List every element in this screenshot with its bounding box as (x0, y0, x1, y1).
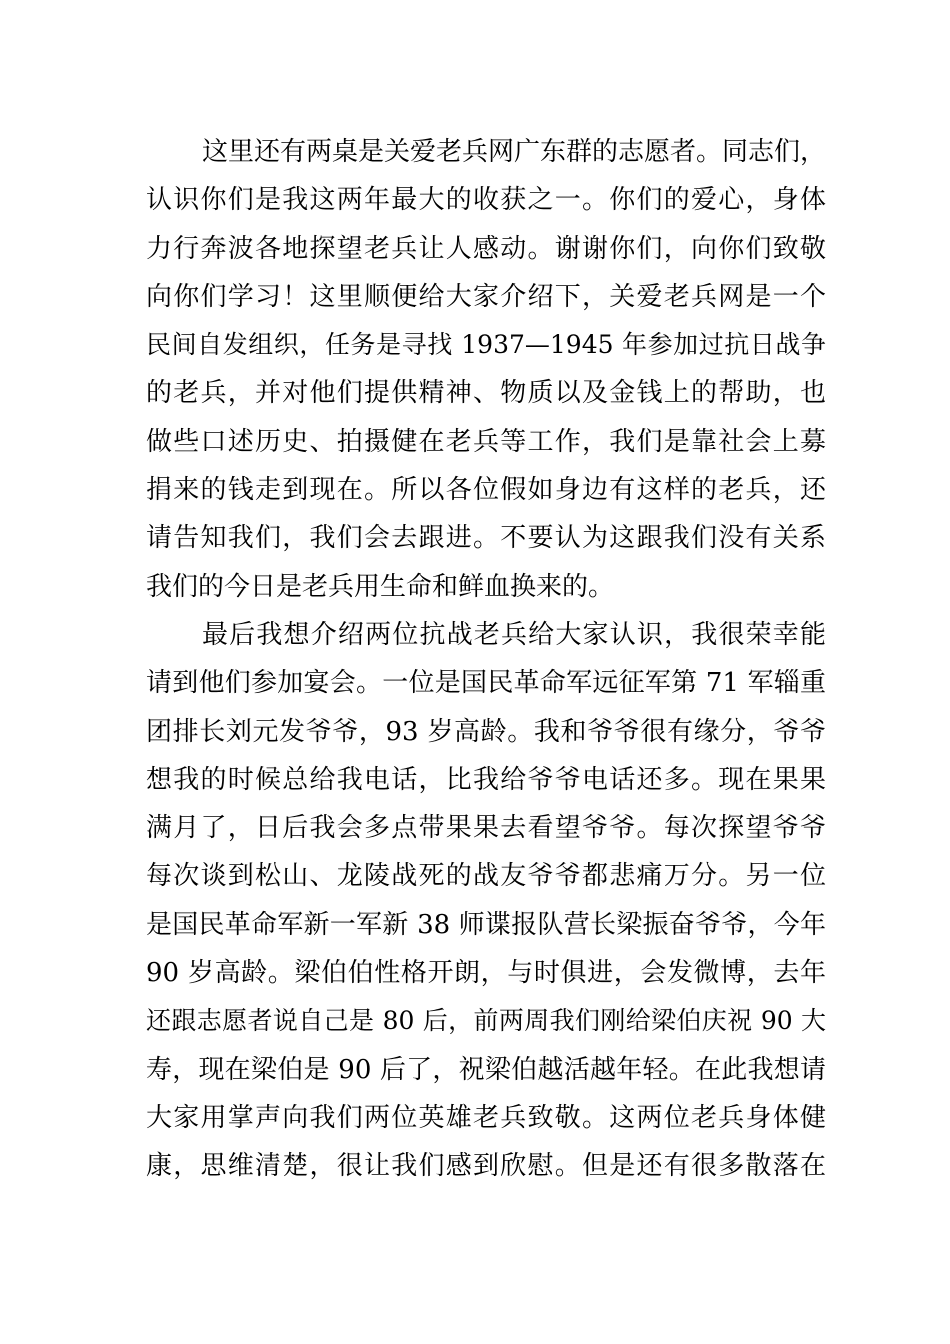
text-line: 90 岁高龄。梁伯伯性格开朗，与时俱进，会发微博，去年 (146, 958, 826, 989)
text-line: 认识你们是我这两年最大的收获之一。你们的爱心，身体 (146, 185, 826, 216)
text-line: 想我的时候总给我电话，比我给爷爷电话还多。现在果果 (146, 764, 826, 795)
text-line: 的老兵，并对他们提供精神、物质以及金钱上的帮助，也 (146, 378, 826, 409)
text-line: 民间自发组织，任务是寻找 1937—1945 年参加过抗日战争 (146, 330, 826, 360)
text-line: 最后我想介绍两位抗战老兵给大家认识，我很荣幸能 (202, 619, 826, 650)
text-line: 请到他们参加宴会。一位是国民革命军远征军第 71 军辎重 (146, 668, 826, 699)
text-line: 捐来的钱走到现在。所以各位假如身边有这样的老兵，还 (146, 475, 826, 506)
text-line: 我们的今日是老兵用生命和鲜血换来的。 (146, 571, 615, 602)
text-line: 寿，现在梁伯是 90 后了，祝梁伯越活越年轻。在此我想请 (146, 1054, 826, 1085)
text-line: 团排长刘元发爷爷，93 岁高龄。我和爷爷很有缘分，爷爷 (146, 716, 826, 747)
text-line: 满月了，日后我会多点带果果去看望爷爷。每次探望爷爷 (146, 813, 826, 844)
text-line: 请告知我们，我们会去跟进。不要认为这跟我们没有关系 (146, 523, 826, 554)
text-line: 康，思维清楚，很让我们感到欣慰。但是还有很多散落在 (146, 1151, 826, 1182)
text-line: 大家用掌声向我们两位英雄老兵致敬。这两位老兵身体健 (146, 1102, 826, 1133)
text-line: 力行奔波各地探望老兵让人感动。谢谢你们，向你们致敬 (146, 233, 826, 264)
text-line: 这里还有两桌是关爱老兵网广东群的志愿者。同志们， (202, 137, 827, 167)
text-line: 做些口述历史、拍摄健在老兵等工作，我们是靠社会上募 (146, 426, 826, 457)
text-line: 每次谈到松山、龙陵战死的战友爷爷都悲痛万分。另一位 (146, 861, 826, 892)
paragraph-veterans (146, 611, 826, 1191)
text-line: 还跟志愿者说自己是 80 后，前两周我们刚给梁伯庆祝 90 大 (146, 1006, 826, 1036)
text-line: 是国民革命军新一军新 38 师谍报队营长梁振奋爷爷，今年 (146, 909, 826, 940)
body-text (146, 128, 826, 1191)
text-line: 向你们学习！这里顺便给大家介绍下，关爱老兵网是一个 (146, 281, 826, 312)
paragraph-volunteers (146, 128, 826, 611)
